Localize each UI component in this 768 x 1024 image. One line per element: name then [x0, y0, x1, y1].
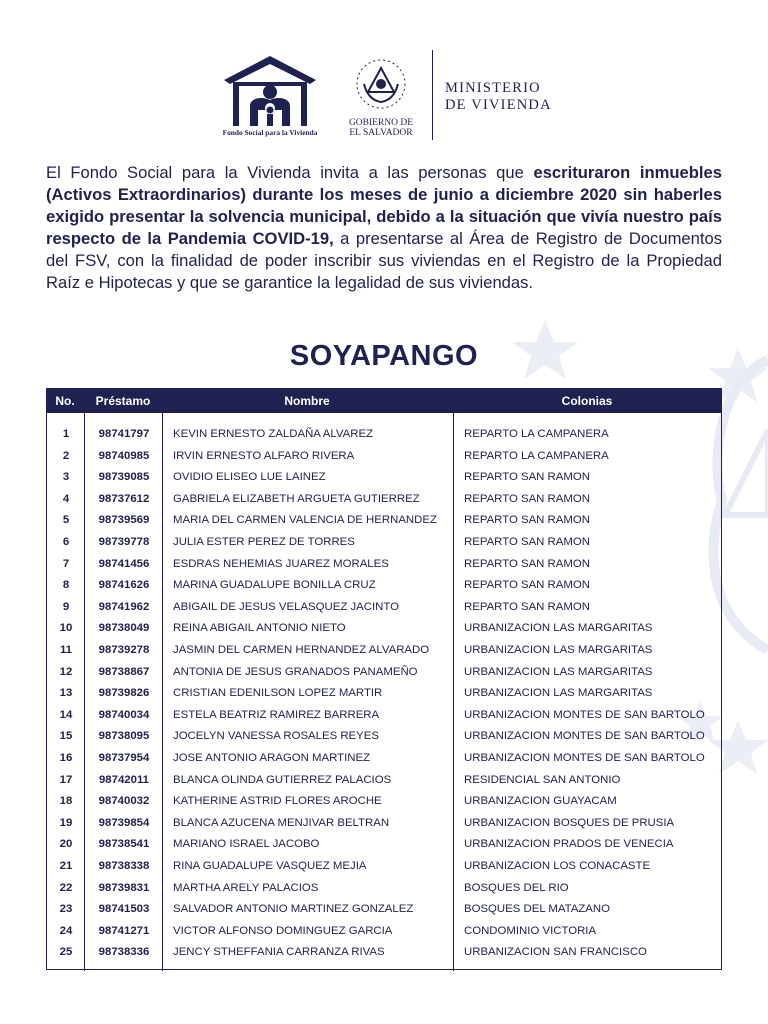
row-nombre: CRISTIAN EDENILSON LOPEZ MARTIR [173, 687, 383, 700]
table-row [47, 878, 723, 900]
table-row [47, 575, 723, 597]
row-nombre: BLANCA AZUCENA MENJIVAR BELTRAN [173, 816, 390, 829]
row-number: 22 [59, 881, 73, 894]
table-row [47, 424, 723, 446]
row-number: 4 [62, 492, 70, 505]
row-colonia: URBANIZACION LOS CONACASTE [464, 860, 651, 872]
row-prestamo: 98738049 [98, 622, 150, 635]
table-row [47, 921, 723, 943]
row-nombre: KATHERINE ASTRID FLORES AROCHE [173, 795, 382, 808]
row-number: 24 [59, 924, 73, 937]
row-colonia: URBANIZACION LAS MARGARITAS [464, 644, 653, 656]
row-prestamo: 98742011 [98, 773, 150, 786]
row-nombre: IRVIN ERNESTO ALFARO RIVERA [173, 449, 355, 462]
row-nombre: ESTELA BEATRIZ RAMIREZ BARRERA [173, 708, 380, 721]
header-divider [432, 50, 433, 140]
row-nombre: RINA GUADALUPE VASQUEZ MEJIA [173, 860, 367, 872]
table-row [47, 683, 723, 705]
row-number: 11 [59, 644, 73, 656]
row-prestamo: 98737612 [98, 492, 150, 505]
table-row [47, 942, 723, 964]
table-row [47, 554, 723, 576]
table-row [47, 618, 723, 640]
table-row [47, 791, 723, 813]
row-colonia: URBANIZACION LAS MARGARITAS [464, 622, 653, 635]
row-prestamo: 98738336 [98, 946, 150, 959]
row-colonia: URBANIZACION PRADOS DE VENECIA [464, 838, 674, 851]
row-colonia: RESIDENCIAL SAN ANTONIO [464, 773, 621, 786]
table-row [47, 705, 723, 727]
row-colonia: REPARTO LA CAMPANERA [464, 428, 609, 440]
row-nombre: MARIA DEL CARMEN VALENCIA DE HERNANDEZ [173, 514, 437, 527]
row-number: 18 [59, 795, 73, 808]
row-number: 10 [59, 622, 73, 635]
row-prestamo: 98739085 [98, 471, 150, 484]
row-prestamo: 98739778 [98, 536, 150, 548]
intro-paragraph [46, 162, 722, 294]
table-row [47, 770, 723, 792]
intro-text-2: a presentarse al Área de Registro de Documentos del FSV, con la finalidad de poder inscribir sus viviendas en el Registro de la Propiedad Raíz e Hipotecas y que se garantice la legalidad de sus viviendas. [46, 229, 722, 292]
intro-text-bold: escrituraron inmuebles (Activos Extraordinarios) durante los meses de junio a diciembre 2020 sin haberles exigido presentar la solvencia municipal, debido a la situación que vivía nuestro país respecto de la Pandemia COVID-19, [46, 163, 722, 248]
fsv-caption: Fondo Social para la Vivienda [222, 128, 318, 137]
row-colonia: BOSQUES DEL RIO [464, 881, 569, 894]
row-number: 20 [59, 838, 73, 851]
row-colonia: URBANIZACION MONTES DE SAN BARTOLO [464, 708, 705, 721]
intro-text-1: El Fondo Social para la Vivienda invita a las personas que [46, 163, 534, 182]
header-prestamo: Préstamo [95, 394, 151, 408]
table-row [47, 510, 723, 532]
row-colonia: REPARTO SAN RAMON [464, 536, 590, 548]
national-seal-icon [346, 54, 416, 116]
row-number: 6 [62, 536, 70, 548]
row-colonia: REPARTO LA CAMPANERA [464, 449, 609, 462]
row-number: 15 [59, 730, 73, 743]
row-nombre: JULIA ESTER PEREZ DE TORRES [173, 536, 355, 548]
header-no: No. [55, 394, 75, 408]
table-row [47, 640, 723, 662]
row-colonia: URBANIZACION LAS MARGARITAS [464, 665, 653, 678]
row-number: 19 [59, 816, 73, 829]
row-number: 12 [59, 665, 73, 678]
row-nombre: GABRIELA ELIZABETH ARGUETA GUTIERREZ [173, 492, 420, 505]
header-logos [0, 50, 768, 142]
row-nombre: JOCELYN VANESSA ROSALES REYES [173, 730, 379, 743]
row-colonia: BOSQUES DEL MATAZANO [464, 903, 610, 916]
table-row [47, 856, 723, 878]
row-nombre: SALVADOR ANTONIO MARTINEZ GONZALEZ [173, 903, 414, 916]
row-colonia: URBANIZACION MONTES DE SAN BARTOLO [464, 730, 705, 743]
row-number: 21 [59, 860, 73, 872]
table-row [47, 899, 723, 921]
row-nombre: ESDRAS NEHEMIAS JUAREZ MORALES [173, 557, 389, 570]
city-title: SOYAPANGO [289, 340, 479, 372]
row-colonia: URBANIZACION GUAYACAM [464, 795, 617, 808]
row-nombre: MARINA GUADALUPE BONILLA CRUZ [173, 579, 376, 592]
row-number: 7 [62, 557, 70, 570]
row-colonia: REPARTO SAN RAMON [464, 471, 590, 484]
row-prestamo: 98741456 [98, 557, 150, 570]
row-nombre: MARIANO ISRAEL JACOBO [173, 838, 320, 851]
row-number: 16 [59, 752, 73, 764]
table-header [46, 388, 722, 413]
row-nombre: MARTHA ARELY PALACIOS [173, 881, 319, 894]
row-colonia: URBANIZACION LAS MARGARITAS [464, 687, 653, 700]
row-number: 17 [59, 773, 73, 786]
row-nombre: OVIDIO ELISEO LUE LAINEZ [173, 471, 326, 484]
table-row [47, 813, 723, 835]
row-nombre: JOSE ANTONIO ARAGON MARTINEZ [173, 752, 371, 764]
row-prestamo: 98741271 [98, 924, 150, 937]
row-number: 14 [59, 708, 73, 721]
row-nombre: JASMIN DEL CARMEN HERNANDEZ ALVARADO [173, 644, 430, 656]
row-number: 1 [62, 428, 70, 440]
table-row [47, 532, 723, 554]
gobierno-caption-line1: GOBIERNO DE [348, 118, 414, 128]
header-nombre: Nombre [284, 394, 330, 408]
row-prestamo: 98740985 [98, 449, 150, 462]
table-row [47, 597, 723, 619]
row-nombre: ABIGAIL DE JESUS VELASQUEZ JACINTO [173, 600, 399, 613]
table-row [47, 834, 723, 856]
house-family-icon [214, 50, 326, 130]
ministry-line2: DE VIVIENDA [445, 97, 552, 113]
row-prestamo: 98739826 [98, 687, 150, 700]
row-number: 5 [62, 514, 70, 527]
table-row [47, 467, 723, 489]
row-number: 25 [59, 946, 73, 959]
row-prestamo: 98739854 [98, 816, 150, 829]
row-colonia: URBANIZACION SAN FRANCISCO [464, 946, 647, 959]
row-colonia: URBANIZACION MONTES DE SAN BARTOLO [464, 752, 705, 764]
row-colonia: REPARTO SAN RAMON [464, 557, 590, 570]
header-colonias: Colonias [561, 394, 613, 408]
row-nombre: VICTOR ALFONSO DOMINGUEZ GARCIA [173, 924, 393, 937]
row-nombre: ANTONIA DE JESUS GRANADOS PANAMEÑO [173, 665, 418, 678]
gobierno-caption [346, 118, 416, 138]
row-prestamo: 98739831 [98, 881, 150, 894]
table-row [47, 748, 723, 770]
gobierno-caption-line2: EL SALVADOR [349, 128, 413, 138]
row-nombre: JENCY STHEFFANIA CARRANZA RIVAS [173, 946, 385, 959]
row-colonia: REPARTO SAN RAMON [464, 579, 590, 592]
row-prestamo: 98739278 [98, 644, 150, 656]
table-row [47, 662, 723, 684]
row-colonia: CONDOMINIO VICTORIA [464, 924, 597, 937]
ministry-name [445, 80, 552, 114]
row-prestamo: 98740034 [98, 708, 150, 721]
row-prestamo: 98741797 [98, 428, 150, 440]
row-number: 8 [62, 579, 70, 592]
row-prestamo: 98741962 [98, 600, 150, 613]
gobierno-logo [346, 54, 416, 146]
row-prestamo: 98739569 [98, 514, 150, 527]
row-colonia: REPARTO SAN RAMON [464, 492, 590, 505]
row-prestamo: 98738095 [98, 730, 150, 743]
row-number: 3 [62, 471, 70, 484]
row-nombre: BLANCA OLINDA GUTIERREZ PALACIOS [173, 773, 392, 786]
table-row [47, 726, 723, 748]
row-number: 23 [59, 903, 73, 916]
table-row [47, 489, 723, 511]
row-number: 13 [59, 687, 73, 700]
row-nombre: REINA ABIGAIL ANTONIO NIETO [173, 622, 346, 635]
row-colonia: URBANIZACION BOSQUES DE PRUSIA [464, 816, 675, 829]
row-prestamo: 98738541 [98, 838, 150, 851]
row-prestamo: 98738867 [98, 665, 150, 678]
row-prestamo: 98741626 [98, 579, 150, 592]
row-number: 2 [62, 449, 70, 462]
row-prestamo: 98741503 [98, 903, 150, 916]
fsv-logo [214, 50, 326, 142]
beneficiaries-table [46, 388, 722, 970]
row-colonia: REPARTO SAN RAMON [464, 514, 590, 527]
ministry-line1: MINISTERIO [445, 80, 541, 96]
row-nombre: KEVIN ERNESTO ZALDAÑA ALVAREZ [173, 428, 374, 440]
row-prestamo: 98740032 [98, 795, 150, 808]
row-colonia: REPARTO SAN RAMON [464, 600, 590, 613]
row-number: 9 [62, 600, 70, 613]
row-prestamo: 98738338 [98, 860, 150, 872]
row-prestamo: 98737954 [98, 752, 150, 764]
table-row [47, 446, 723, 468]
